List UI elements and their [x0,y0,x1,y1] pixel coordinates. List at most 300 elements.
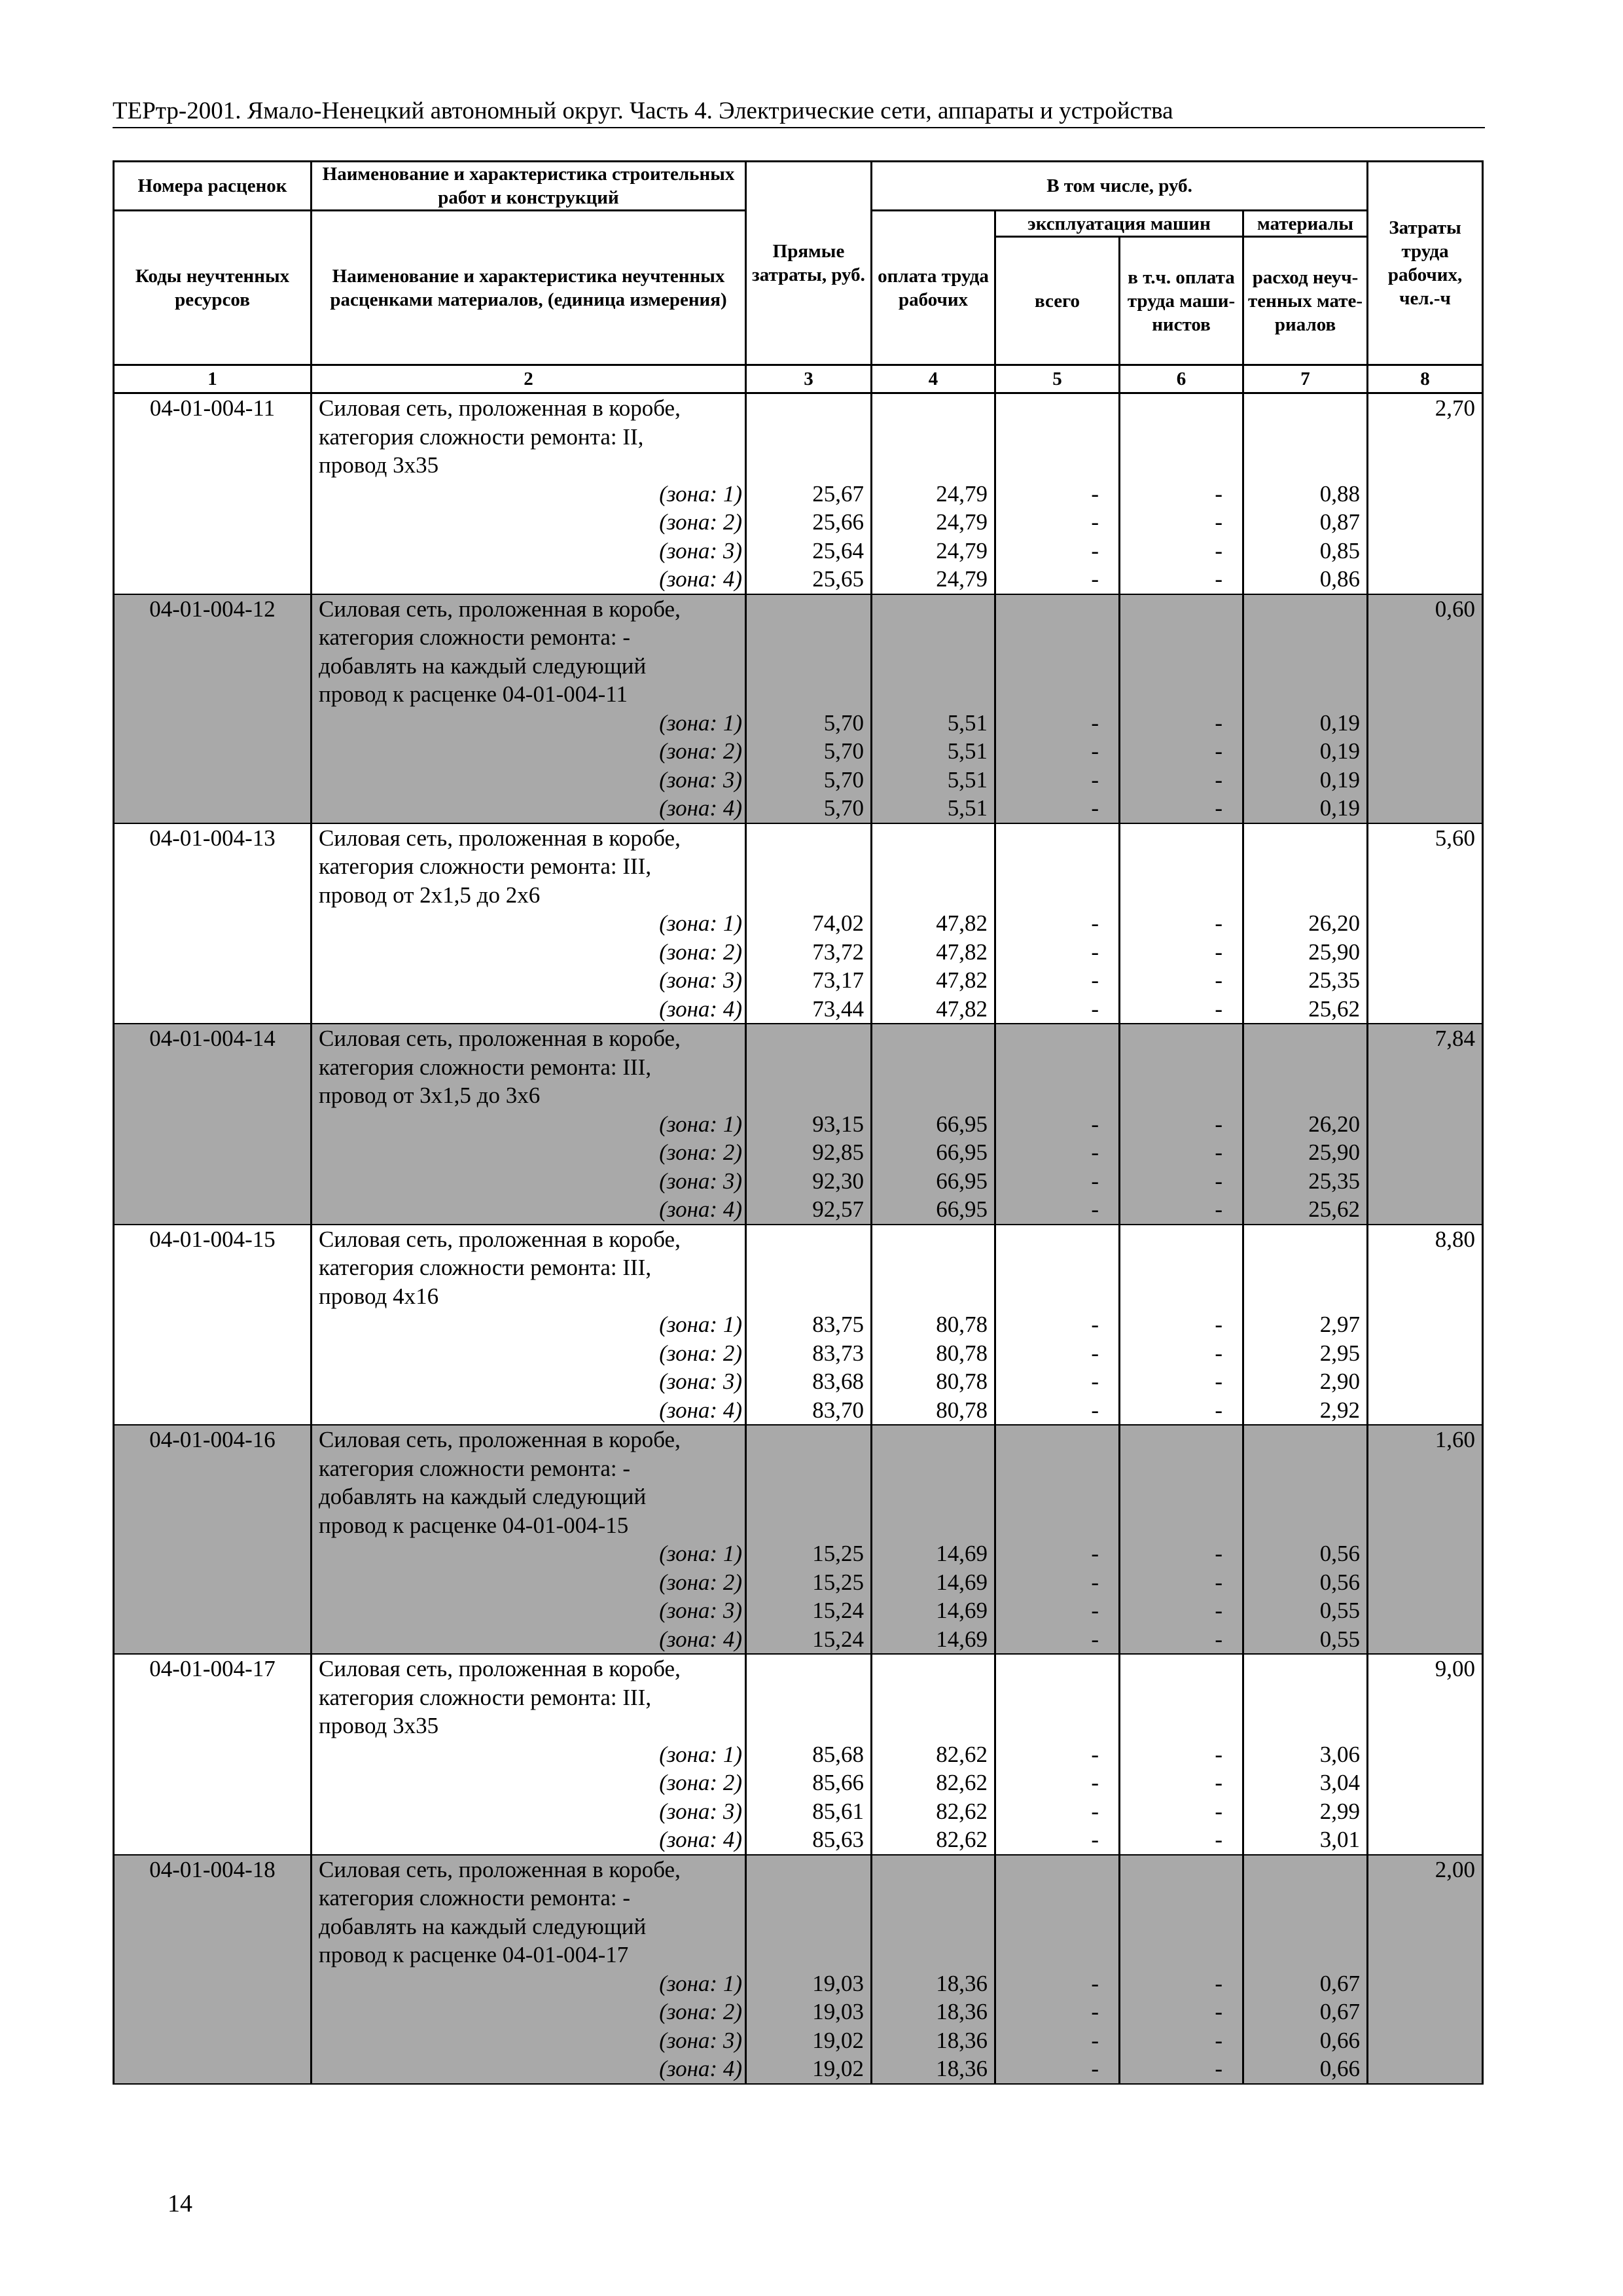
spacer [1120,1482,1222,1511]
value: 80,78 [936,1340,988,1366]
value: 73,17 [812,967,864,993]
value: 25,67 [812,480,864,507]
spacer [747,1941,864,1969]
value: - [1215,709,1222,736]
spacer [996,1482,1099,1511]
zone-label: (зона: 2) [659,939,742,965]
value: - [1215,1770,1222,1795]
spacer [996,1253,1099,1282]
rate-description [312,1425,746,1654]
zone-label: (зона: 2) [659,738,742,764]
spacer [747,1454,864,1483]
spacer [872,1941,988,1969]
value: - [1091,766,1099,793]
value: - [1215,1369,1222,1394]
value: - [1091,1196,1099,1222]
value: 92,85 [812,1139,864,1165]
machine-total-cell [995,1654,1120,1855]
value: - [1091,1139,1099,1165]
spacer [1120,1655,1222,1683]
spacer [872,1081,988,1110]
spacer [1244,1683,1360,1712]
value: - [1215,1598,1222,1623]
spacer [1244,1884,1360,1912]
zone-label: (зона: 3) [659,1168,742,1194]
rate-code: 04-01-004-14 [114,1024,312,1225]
value: 82,62 [936,1770,988,1795]
spacer [747,1081,864,1110]
rate-group [114,1855,1483,2084]
zone-label: (зона: 2) [659,509,742,535]
value: 2,99 [1319,1798,1361,1824]
spacer [1244,1482,1360,1511]
description-line: Силовая сеть, проложенная в коробе, [319,1856,681,1882]
value: 73,44 [812,996,864,1022]
machinist-pay-cell [1120,1024,1243,1225]
spacer [1244,852,1360,881]
value: - [1091,1798,1099,1824]
value: 82,62 [936,1827,988,1852]
rate-description [312,1024,746,1225]
zone-label: (зона: 4) [659,996,742,1022]
spacer [747,1053,864,1082]
machinist-pay-cell [1120,1225,1243,1426]
spacer [872,1253,988,1282]
description-line: провод 3х35 [319,1713,439,1738]
spacer [1244,1081,1360,1110]
zone-label: (зона: 1) [659,1541,742,1566]
spacer [996,1712,1099,1740]
col-name-works: Наименование и характеристика строительных работ и конструкций [312,162,746,211]
spacer [1120,1712,1222,1740]
rate-group [114,1425,1483,1654]
spacer [1244,1253,1360,1282]
rate-description [312,1855,746,2084]
spacer [747,1683,864,1712]
zone-label: (зона: 4) [659,1397,742,1423]
page-number: 14 [168,2190,192,2217]
value: 5,51 [947,766,988,793]
value: - [1215,1168,1222,1194]
spacer [747,680,864,709]
rate-description [312,1654,746,1855]
spacer [872,623,988,652]
spacer [872,1225,988,1254]
value: 24,79 [936,566,988,592]
zone-label: (зона: 2) [659,1569,742,1595]
value: 47,82 [936,939,988,965]
spacer [747,595,864,624]
value: 19,03 [812,1999,864,2024]
spacer [1120,1941,1222,1969]
rate-code: 04-01-004-15 [114,1225,312,1426]
spacer [872,451,988,480]
spacer [1244,423,1360,452]
spacer [1120,451,1222,480]
value: 0,85 [1319,537,1361,564]
spacer [747,1024,864,1053]
value: - [1215,1139,1222,1165]
spacer [1244,1426,1360,1454]
value: 15,24 [812,1598,864,1623]
value: 15,25 [812,1569,864,1595]
spacer [872,1482,988,1511]
value: - [1091,509,1099,535]
col-machinist-pay: в т.ч. оплата труда маши-нистов [1120,237,1243,365]
description-line: категория сложности ремонта: III, [319,1054,652,1080]
zone-label: (зона: 4) [659,1196,742,1222]
value: - [1215,1541,1222,1566]
col-direct-costs: Прямые затраты, руб. [746,162,872,365]
table-row [114,594,1483,823]
value: 5,70 [823,766,864,793]
spacer [996,1426,1099,1454]
spacer [872,1912,988,1941]
spacer [1120,1426,1222,1454]
labor-cost-cell: 8,80 [1368,1225,1483,1426]
rate-code: 04-01-004-12 [114,594,312,823]
col-machine-total: всего [995,237,1120,365]
spacer [996,1053,1099,1082]
spacer [996,852,1099,881]
rate-group [114,1024,1483,1225]
spacer [1244,881,1360,910]
spacer [1244,595,1360,624]
machine-total-cell [995,1225,1120,1426]
value: 14,69 [936,1598,988,1623]
direct-cost-cell [746,1425,872,1654]
spacer [747,394,864,423]
column-number: 2 [312,365,746,393]
zone-label: (зона: 3) [659,2027,742,2053]
spacer [747,1282,864,1311]
direct-cost-cell [746,1024,872,1225]
value: 25,64 [812,537,864,564]
worker-pay-cell [872,1225,995,1426]
spacer [996,595,1099,624]
spacer [872,824,988,853]
value: - [1215,1827,1222,1852]
machine-total-cell [995,393,1120,594]
zone-label: (зона: 1) [659,1111,742,1137]
value: 0,19 [1319,738,1361,764]
spacer [996,824,1099,853]
value: 66,95 [936,1139,988,1165]
value: - [1215,1999,1222,2024]
value: - [1215,2027,1222,2053]
zone-label: (зона: 4) [659,1626,742,1652]
value: 85,68 [812,1741,864,1767]
value: 82,62 [936,1798,988,1824]
value: 0,19 [1319,766,1361,793]
spacer [872,1282,988,1311]
description-line: Силовая сеть, проложенная в коробе, [319,1026,681,1051]
spacer [1120,623,1222,652]
value: - [1091,480,1099,507]
value: 0,66 [1319,2027,1361,2053]
value: 83,73 [812,1340,864,1366]
column-number: 4 [872,365,995,393]
value: 18,36 [936,1999,988,2024]
value: - [1215,1626,1222,1652]
machine-total-cell [995,594,1120,823]
zone-label: (зона: 4) [659,1827,742,1852]
spacer [747,451,864,480]
value: - [1091,1598,1099,1623]
value: 5,51 [947,738,988,764]
spacer [1120,1225,1222,1254]
zone-label: (зона: 1) [659,1741,742,1767]
labor-cost-cell: 0,60 [1368,594,1483,823]
value: 19,03 [812,1970,864,1996]
materials-cell [1243,823,1368,1024]
description-line: Силовая сеть, проложенная в коробе, [319,825,681,851]
rate-group [114,393,1483,594]
value: 3,06 [1319,1741,1361,1767]
value: 25,66 [812,509,864,535]
description-line: добавлять на каждый следующий [319,653,647,679]
value: - [1215,1340,1222,1366]
description-line: Силовая сеть, проложенная в коробе, [319,395,681,421]
value: - [1091,2056,1099,2081]
spacer [747,1912,864,1941]
value: - [1091,1397,1099,1423]
spacer [996,1454,1099,1483]
value: - [1091,1312,1099,1337]
machinist-pay-cell [1120,823,1243,1024]
spacer [1120,824,1222,853]
col-labor-costs: Затраты труда рабочих, чел.-ч [1368,162,1483,365]
value: - [1091,795,1099,821]
value: 83,68 [812,1369,864,1394]
value: 80,78 [936,1312,988,1337]
value: 92,30 [812,1168,864,1194]
materials-cell [1243,1024,1368,1225]
value: - [1091,996,1099,1022]
table-row [114,1855,1483,2084]
value: - [1091,738,1099,764]
column-number: 6 [1120,365,1243,393]
spacer [872,423,988,452]
spacer [872,1712,988,1740]
spacer [747,1884,864,1912]
value: - [1215,1312,1222,1337]
materials-cell [1243,1654,1368,1855]
value: - [1215,967,1222,993]
labor-cost-cell: 1,60 [1368,1425,1483,1654]
value: 85,61 [812,1798,864,1824]
labor-cost-cell: 5,60 [1368,823,1483,1024]
spacer [996,680,1099,709]
value: 26,20 [1308,910,1361,936]
value: 0,86 [1319,566,1361,592]
spacer [747,1482,864,1511]
page-header: ТЕРтр-2001. Ямало-Ненецкий автономный округ. Часть 4. Электрические сети, аппараты и устройства [113,97,1485,128]
value: 73,72 [812,939,864,965]
table-row [114,1225,1483,1426]
value: - [1215,1970,1222,1996]
rate-code: 04-01-004-16 [114,1425,312,1654]
column-number: 8 [1368,365,1483,393]
value: - [1091,1111,1099,1137]
value: - [1091,2027,1099,2053]
value: - [1215,795,1222,821]
description-line: провод от 2х1,5 до 2х6 [319,882,541,908]
spacer [1244,1511,1360,1540]
value: 0,55 [1319,1598,1361,1623]
value: 0,56 [1319,1541,1361,1566]
machinist-pay-cell [1120,1425,1243,1654]
spacer [1244,623,1360,652]
materials-cell [1243,1855,1368,2084]
value: 25,90 [1308,939,1361,965]
value: 19,02 [812,2056,864,2081]
spacer [872,881,988,910]
spacer [872,852,988,881]
spacer [747,852,864,881]
machine-total-cell [995,1855,1120,2084]
spacer [747,1712,864,1740]
value: - [1091,1999,1099,2024]
value: 83,70 [812,1397,864,1423]
value: - [1215,939,1222,965]
col-machine-operation: эксплуатация машин [995,211,1243,237]
value: 85,63 [812,1827,864,1852]
machine-total-cell [995,1024,1120,1225]
spacer [1244,451,1360,480]
value: 25,62 [1308,1196,1361,1222]
worker-pay-cell [872,1855,995,2084]
col-materials-unaccounted: расход неуч-тенных мате-риалов [1243,237,1368,365]
description-line: категория сложности ремонта: III, [319,853,652,879]
value: 5,51 [947,795,988,821]
spacer [1120,1253,1222,1282]
column-number: 3 [746,365,872,393]
value: - [1215,509,1222,535]
direct-cost-cell [746,1654,872,1855]
zone-label: (зона: 2) [659,1139,742,1165]
spacer [996,1225,1099,1254]
value: - [1091,1970,1099,1996]
table-row [114,1024,1483,1225]
col-including: В том числе, руб. [872,162,1368,211]
value: 83,75 [812,1312,864,1337]
description-line: провод к расценке 04-01-004-17 [319,1942,629,1967]
spacer [1244,1024,1360,1053]
value: 25,35 [1308,967,1361,993]
spacer [872,1655,988,1683]
value: - [1091,1541,1099,1566]
spacer [1244,652,1360,681]
value: 25,62 [1308,996,1361,1022]
value: - [1091,566,1099,592]
worker-pay-cell [872,594,995,823]
zone-label: (зона: 3) [659,537,742,564]
labor-cost-cell: 7,84 [1368,1024,1483,1225]
value: - [1215,2056,1222,2081]
spacer [1120,1856,1222,1884]
value: - [1215,766,1222,793]
value: 93,15 [812,1111,864,1137]
spacer [872,1024,988,1053]
direct-cost-cell [746,823,872,1024]
spacer [1120,595,1222,624]
materials-cell [1243,1225,1368,1426]
spacer [747,881,864,910]
value: - [1091,1626,1099,1652]
description-line: Силовая сеть, проложенная в коробе, [319,1427,681,1452]
direct-cost-cell [746,594,872,823]
spacer [747,1225,864,1254]
spacer [996,881,1099,910]
zone-label: (зона: 3) [659,766,742,793]
value: - [1215,1798,1222,1824]
value: 0,19 [1319,709,1361,736]
spacer [1120,1024,1222,1053]
rate-description [312,1225,746,1426]
machine-total-cell [995,823,1120,1024]
labor-cost-cell: 2,70 [1368,393,1483,594]
description-line: Силовая сеть, проложенная в коробе, [319,596,681,622]
spacer [1120,1282,1222,1311]
rate-description [312,823,746,1024]
rate-code: 04-01-004-18 [114,1855,312,2084]
value: - [1215,1196,1222,1222]
spacer [747,652,864,681]
spacer [872,1856,988,1884]
value: 5,70 [823,709,864,736]
zone-label: (зона: 3) [659,1369,742,1394]
value: - [1215,996,1222,1022]
spacer [1120,1912,1222,1941]
table-row [114,1654,1483,1855]
value: 24,79 [936,509,988,535]
value: - [1091,939,1099,965]
description-line: категория сложности ремонта: - [319,1885,631,1910]
worker-pay-cell [872,823,995,1024]
column-number: 7 [1243,365,1368,393]
machinist-pay-cell [1120,1654,1243,1855]
spacer [996,1941,1099,1969]
materials-cell [1243,594,1368,823]
spacer [996,1884,1099,1912]
spacer [996,423,1099,452]
value: - [1091,1168,1099,1194]
value: 80,78 [936,1397,988,1423]
materials-cell [1243,1425,1368,1654]
spacer [996,1081,1099,1110]
value: - [1215,1397,1222,1423]
spacer [996,652,1099,681]
spacer [1120,852,1222,881]
value: 0,67 [1319,1999,1361,2024]
rate-code: 04-01-004-11 [114,393,312,594]
value: 26,20 [1308,1111,1361,1137]
spacer [747,1426,864,1454]
value: 74,02 [812,910,864,936]
value: 0,55 [1319,1626,1361,1652]
spacer [1244,1941,1360,1969]
col-materials: материалы [1243,211,1368,237]
value: 2,95 [1319,1340,1361,1366]
zone-label: (зона: 1) [659,910,742,936]
value: 24,79 [936,480,988,507]
value: - [1091,1827,1099,1852]
spacer [747,824,864,853]
description-line: категория сложности ремонта: III, [319,1684,652,1710]
value: - [1215,1111,1222,1137]
column-numbers-row [114,365,1483,393]
